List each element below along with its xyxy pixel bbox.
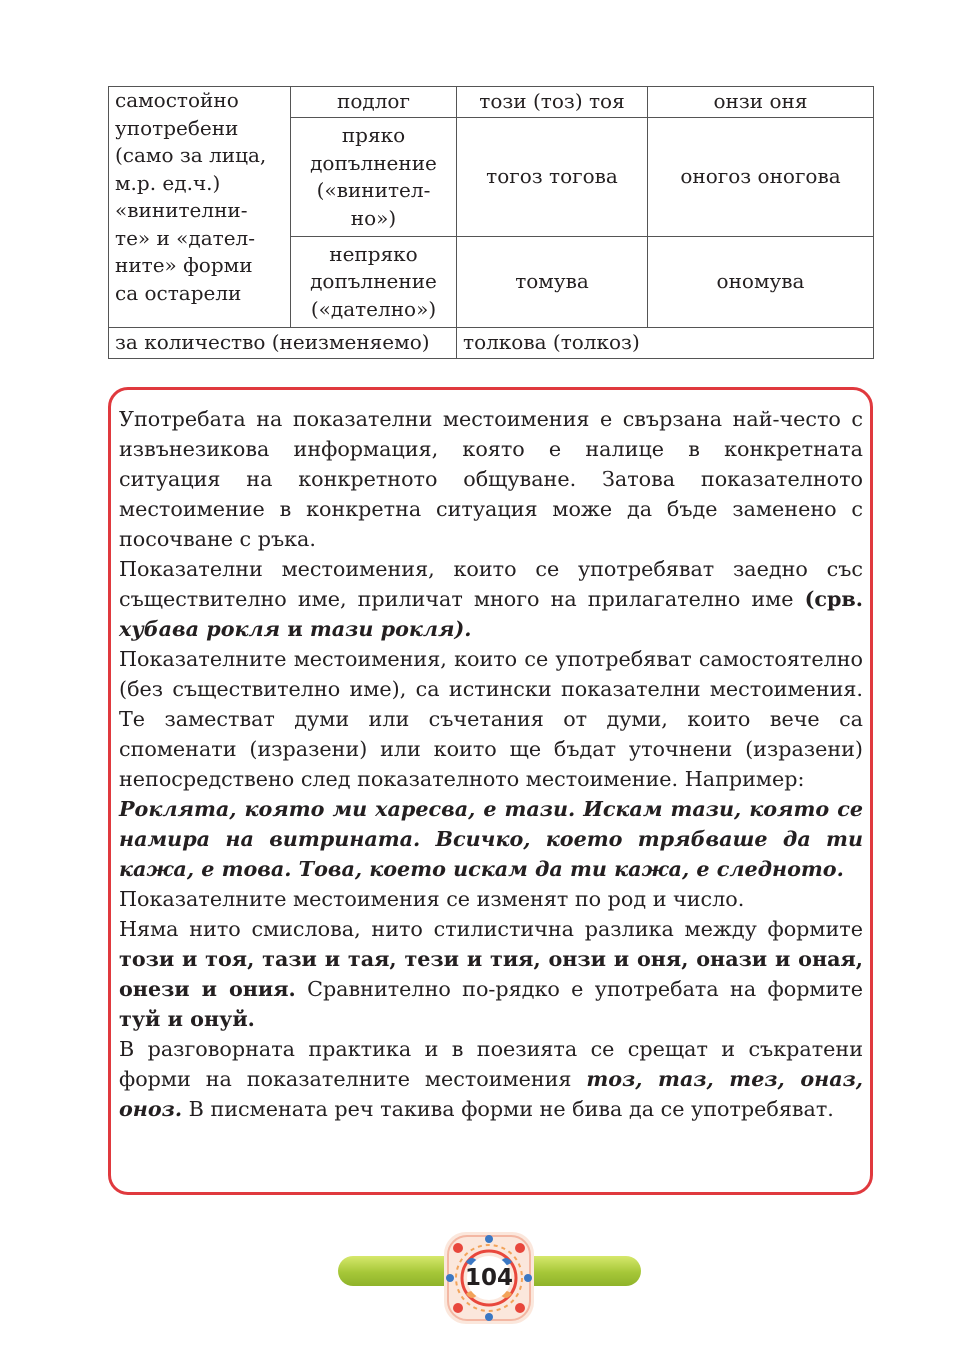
table-cell-quantity-value: толкова (толкоз) [457, 328, 874, 359]
table-cell-line: («винител- [316, 178, 431, 202]
table-cell-role-indirect-object [291, 237, 457, 328]
paragraph-standalone: Показателните местоимения, които се употребяват самостоятелно (без съществително име), са истински показателни местоимения. Те заместват думи или съчетания от думи, които вече са споменати (изразени) или които ще бъдат уточнени (изразени) непосредствено след показателното местоимение. Например: [119, 647, 863, 791]
table-cell-line: но») [350, 205, 397, 230]
paragraph-usage: Употребата на показателни местоимения е свързана най-често с извънезикова информация, която е налице в конкретната ситуация на конкретното общуване. Затова показателното местоимение в конкретна ситуация може да бъде заменено с посочване с ръка. [119, 407, 863, 551]
table-cell-quantity-label: за количество (неизменяемо) [109, 328, 457, 359]
paragraph-text: Няма нито смислова, нито стилистична разлика между формите [119, 917, 863, 941]
paragraph-inflection: Показателните местоимения се изменят по род и число. [119, 887, 745, 911]
table-cell-line: самостойно [115, 88, 239, 112]
closing-paren: ). [454, 617, 472, 641]
table-cell-line: м.р. ед.ч.) [115, 170, 221, 195]
table-row-header-standalone [109, 87, 291, 328]
table-cell-line: ните» форми [115, 253, 253, 277]
form-list: този и тоя, тази и тая, тези и тия, онзи и оня, онази и оная, онези и ония. [119, 947, 863, 1001]
page-number: 104 [464, 1265, 513, 1291]
table-cell-role-direct-object [291, 118, 457, 237]
table-cell-line: (само за лица, [115, 143, 267, 167]
rare-forms: туй и онуй. [119, 1007, 255, 1031]
example-phrase: хубава рокля [119, 617, 281, 641]
paragraph-text: В писмената реч такива форми не бива да се употребяват. [182, 1097, 834, 1121]
paragraph-text: Сравнително по-рядко е употребата на формите [295, 977, 864, 1001]
short-form-list: тоз, таз, тез, оназ, оноз. [119, 1067, 864, 1121]
table-cell-near: томува [457, 237, 648, 328]
paragraph-examples: Роклята, която ми харесва, е тази. Искам тази, която се намира на витрината. Всичко, което трябваше да ти кажа, е това. Това, което искам да ти кажа, е следното. [119, 797, 863, 881]
paragraph-text: Показателни местоимения, които се употребяват заедно със съществително име, приличат много на прилагателно име [119, 557, 863, 611]
table-cell-far: онзи оня [648, 87, 874, 118]
table-cell-line: употребени [115, 115, 239, 140]
table-cell-near: този (тоз) тоя [457, 87, 648, 118]
rule-box [108, 387, 873, 1195]
table-cell-line: непряко [329, 241, 418, 266]
demonstrative-pronoun-table [108, 86, 874, 359]
conjunction: и [280, 617, 310, 641]
table-cell-line: допълнение [310, 269, 437, 294]
table-cell-line: пряко [341, 123, 406, 147]
example-phrase: тази рокля [309, 617, 455, 641]
paragraph-attributive [119, 554, 863, 644]
page-footer [0, 1228, 963, 1328]
table-cell-role-subject: подлог [291, 87, 457, 118]
paragraph-text: В разговорната практика и в поезията се срещат и съкратени форми на показателните местоимения [119, 1037, 863, 1091]
table-cell-near: тогоз тогова [457, 118, 648, 237]
table-cell-line: («дателно») [310, 296, 437, 321]
paragraph-short-forms [119, 1034, 863, 1124]
table-cell-line: са остарели [115, 280, 242, 305]
table-cell-line: те» и «дател- [115, 225, 256, 250]
paragraph-forms [119, 914, 863, 1034]
table-cell-line: «винителни- [115, 198, 248, 222]
compare-marker: (срв. [804, 587, 863, 611]
table-cell-far: оногоз оногова [648, 118, 874, 237]
table-cell-far: ономува [648, 237, 874, 328]
table-cell-line: допълнение [310, 150, 437, 175]
